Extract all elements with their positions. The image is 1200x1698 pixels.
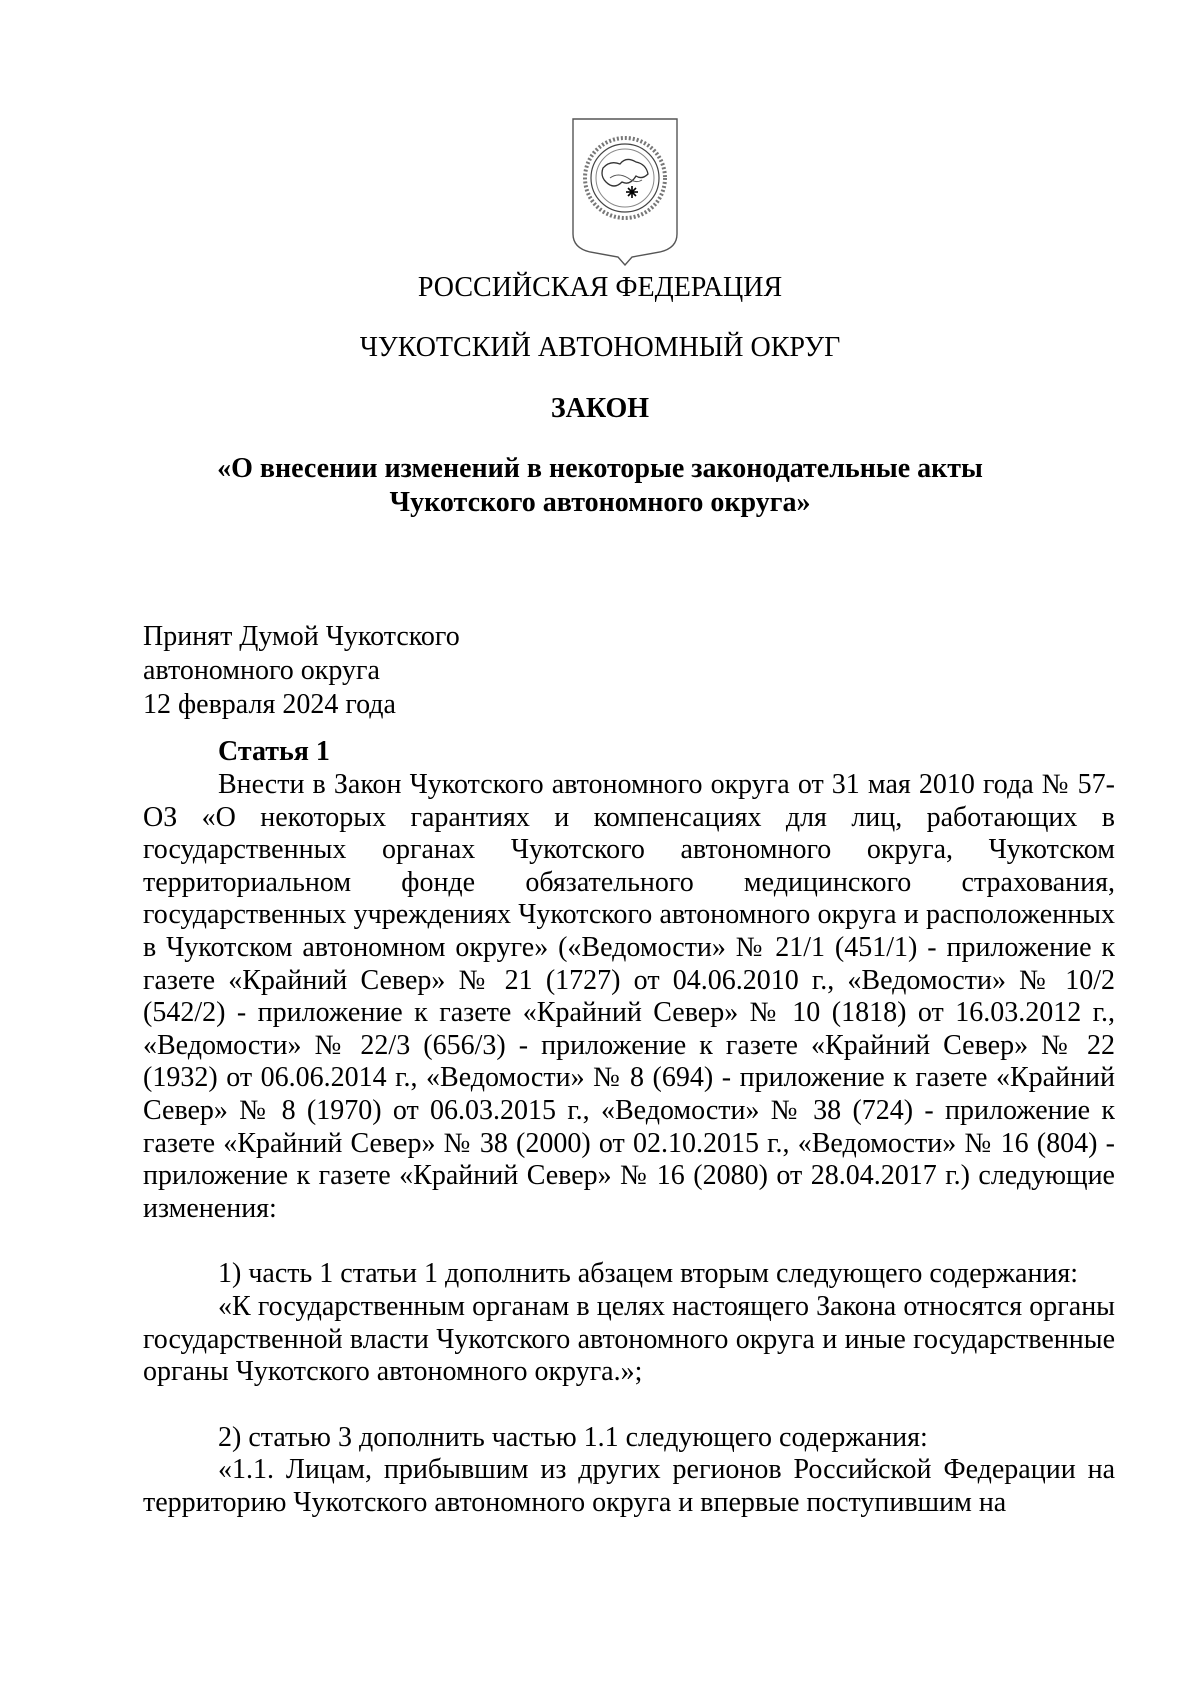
paragraph-spacer [143,1225,1115,1258]
article-title: Статья 1 [218,736,330,767]
paragraph-spacer [143,1389,1115,1422]
law-title-line-2: Чукотского автономного округа» [389,487,811,518]
article-section [143,735,1115,1519]
adoption-line-2: автономного округа [143,655,380,686]
adoption-date: 12 февраля 2024 года [143,689,396,720]
adoption-block [143,620,460,722]
amendment-item-2: 2) статью 3 дополнить частью 1.1 следующего содержания: [218,1421,928,1453]
coat-of-arms-emblem [570,116,680,266]
region-heading: ЧУКОТСКИЙ АВТОНОМНЫЙ ОКРУГ [359,332,841,363]
article-intro-paragraph: Внести в Закон Чукотского автономного округа от 31 мая 2010 года № 57-ОЗ «О некоторых гарантиях и компенсациях для лиц, работающих в государственных органах Чукотского автономного округа, Чукотском территориальном фонде обязательного медицинского страхования, государственных учреждениях Чукотского автономного округа и расположенных в Чукотском автономном округе» («Ведомости» № 21/1 (451/1) - приложение к газете «Крайний Север» № 21 (1727) от 04.06.2010 г., «Ведомости» № 10/2 (542/2) - приложение к газете «Крайний Север» № 10 (1818) от 16.03.2012 г., «Ведомости» № 22/3 (656/3) - приложение к газете «Крайний Север» № 22 (1932) от 06.06.2014 г., «Ведомости» № 8 (694) - приложение к газете «Крайний Север» № 8 (1970) от 06.03.2015 г., «Ведомости» № 38 (724) - приложение к газете «Крайний Север» № 38 (2000) от 02.10.2015 г., «Ведомости» № 16 (804) - приложение к газете «Крайний Север» № 16 (2080) от 28.04.2017 г.) следующие изменения: [143,769,1115,1224]
document-type-heading: ЗАКОН [550,393,650,424]
country-heading: РОССИЙСКАЯ ФЕДЕРАЦИЯ [417,272,783,303]
amendment-item-2-quote: «1.1. Лицам, прибывшим из других регионов Российской Федерации на территорию Чукотского автономного округа и впервые поступившим на [143,1454,1115,1518]
amendment-item-1: 1) часть 1 статьи 1 дополнить абзацем вторым следующего содержания: [218,1258,1079,1290]
adoption-line-1: Принят Думой Чукотского [143,621,460,652]
amendment-item-1-quote: «К государственным органам в целях настоящего Закона относятся органы государственной власти Чукотского автономного округа и иные государственные органы Чукотского автономного округа.»; [143,1290,1115,1388]
law-title-line-1: «О внесении изменений в некоторые законодательные акты [217,453,983,484]
